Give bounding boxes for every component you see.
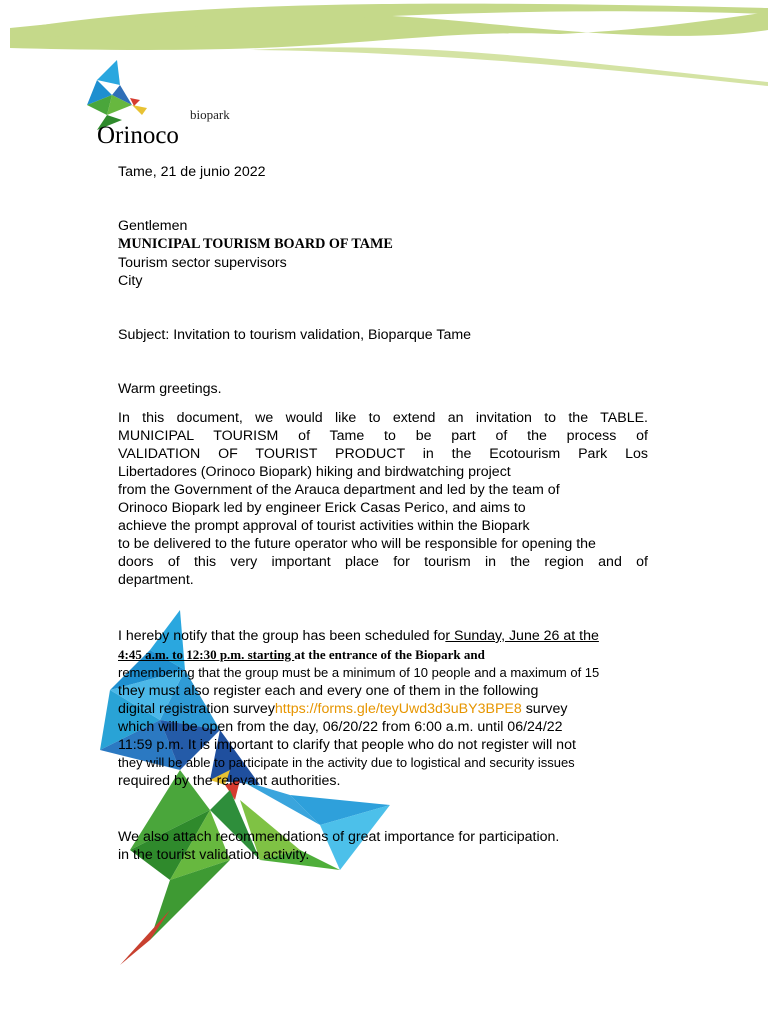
paragraph-line: In this document, we would like to extend an invitation to the TABLE. — [118, 410, 648, 426]
recipient-org: MUNICIPAL TOURISM BOARD OF TAME — [118, 236, 393, 252]
schedule-line-3: remembering that the group must be a minimum of 10 people and a maximum of 15 — [118, 665, 600, 680]
schedule-line-6: which will be open from the day, 06/20/22 from 6:00 a.m. until 06/24/22 — [118, 719, 563, 735]
paragraph-line: to be delivered to the future operator who will be responsible for opening the — [118, 536, 596, 552]
schedule-line-1 — [118, 627, 599, 645]
paragraph-line: Libertadores (Orinoco Biopark) hiking and birdwatching project — [118, 464, 511, 480]
paragraph-line: department. — [118, 572, 194, 588]
schedule-line-2 — [118, 646, 485, 664]
brand-tagline: biopark — [190, 107, 230, 122]
schedule-line-5 — [118, 700, 568, 718]
paragraph-line: doors of this very important place for tourism in the region and of — [118, 554, 648, 570]
recommendations-line: in the tourist validation activity. — [118, 847, 310, 863]
schedule-time: 4:45 a.m. to 12:30 p.m. starting — [118, 647, 295, 662]
subject-line: Subject: Invitation to tourism validation, Bioparque Tame — [118, 327, 472, 343]
recommendations-line: We also attach recommendations of great importance for participation. — [118, 829, 560, 845]
brand-name: Orinoco — [97, 122, 179, 149]
survey-text-end: survey — [521, 701, 568, 717]
paragraph-line: VALIDATION OF TOURIST PRODUCT in the Ecotourism Park Los — [118, 446, 648, 462]
survey-link[interactable]: https://forms.gle/teyUwd3d3uBY3BPE8 — [274, 701, 522, 717]
paragraph-line: Orinoco Biopark led by engineer Erick Casas Perico, and aims to — [118, 500, 526, 516]
recipient-city: City — [118, 273, 143, 289]
schedule-line-9: required by the relevant authorities. — [118, 773, 341, 789]
recipient-role: Tourism sector supervisors — [118, 255, 287, 271]
paragraph-line: from the Government of the Arauca department and led by the team of — [118, 482, 560, 498]
schedule-date: r Sunday, June 26 at the — [445, 628, 599, 644]
schedule-place: at the entrance of the Biopark and — [294, 647, 485, 662]
schedule-line-8: they will be able to participate in the activity due to logistical and security issues — [118, 755, 575, 770]
paragraph-line: MUNICIPAL TOURISM of Tame to be part of the process of — [118, 428, 648, 444]
paragraph-line: achieve the prompt approval of tourist activities within the Biopark — [118, 518, 530, 534]
schedule-line-7: 11:59 p.m. It is important to clarify that people who do not register will not — [118, 737, 576, 753]
greeting: Warm greetings. — [118, 381, 222, 397]
place-date: Tame, 21 de junio 2022 — [118, 164, 266, 180]
schedule-line-4: they must also register each and every one of them in the following — [118, 683, 539, 699]
salutation: Gentlemen — [118, 218, 188, 234]
schedule-text: I hereby notify that the group has been scheduled fo — [118, 628, 446, 644]
survey-text: digital registration survey — [118, 701, 275, 717]
